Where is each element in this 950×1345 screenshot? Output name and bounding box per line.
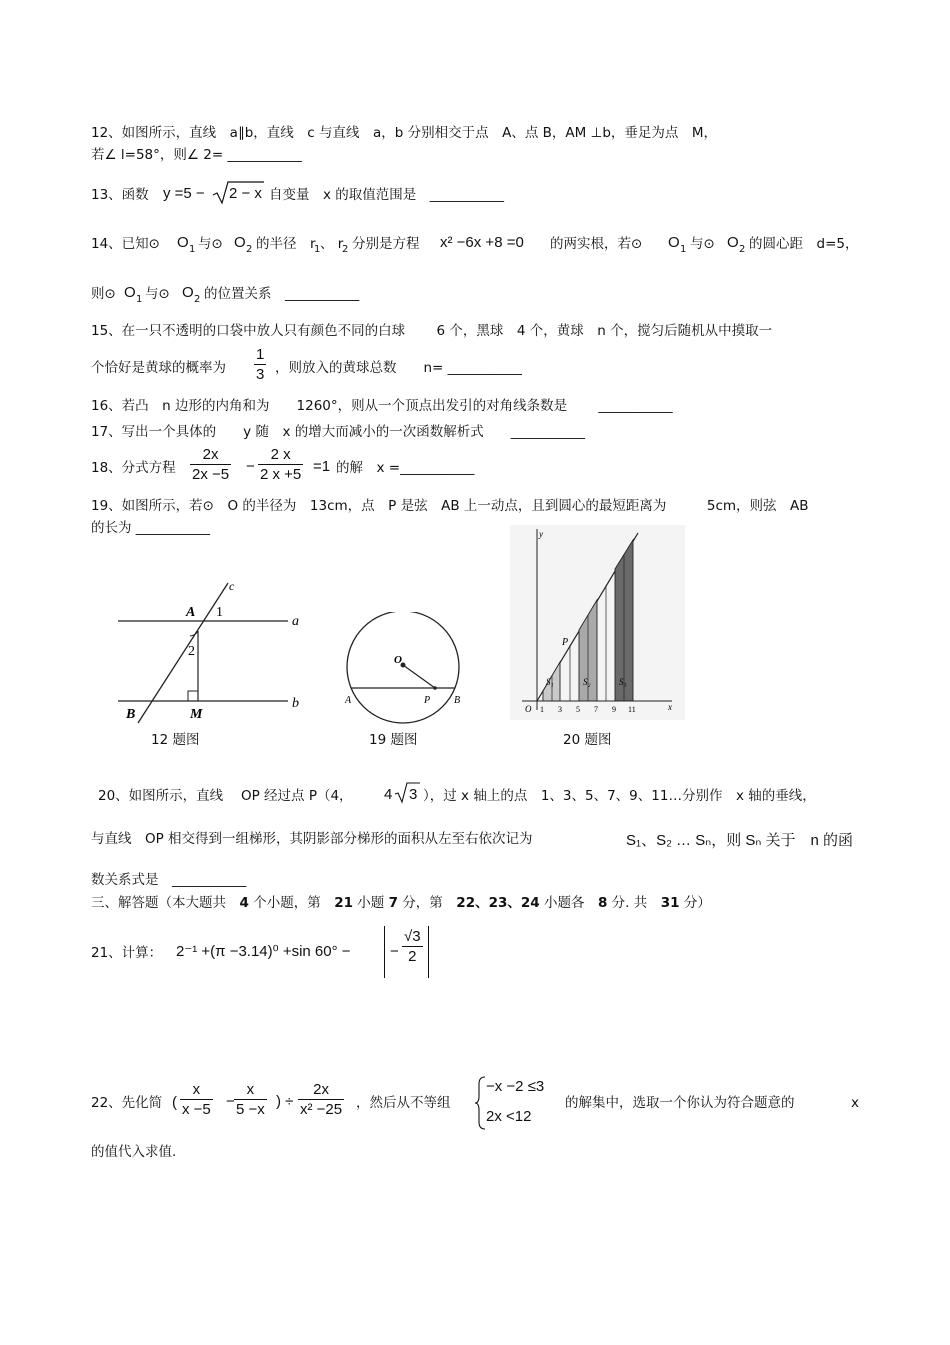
fig12-label-A: A bbox=[186, 605, 196, 620]
fig20-tick-7: 7 bbox=[594, 705, 598, 714]
q13-radicand: 2 − x bbox=[229, 185, 262, 202]
q20-line1-suffix: ），过 x 轴上的点 1、3、5、7、9、11…分别作 x 轴的垂线， bbox=[423, 788, 816, 804]
q15-fraction bbox=[254, 346, 266, 383]
figure-19 bbox=[338, 612, 473, 724]
section3-pre: 三、解答题（本大题共 bbox=[91, 895, 240, 911]
fig20-tick-1: 1 bbox=[540, 705, 544, 714]
section3-mid1: 个小题，第 bbox=[248, 895, 335, 911]
q15-frac-num: 1 bbox=[256, 346, 265, 363]
q17-text: 17、写出一个具体的 y 随 x 的增大而减小的一次函数解析式 ___________ bbox=[91, 424, 585, 440]
fig20-label-x: x bbox=[668, 702, 672, 712]
q15-line2-prefix: 个恰好是黄球的概率为 bbox=[91, 360, 226, 376]
q21-frac-num: √3 bbox=[404, 928, 421, 945]
q21-fraction bbox=[402, 928, 423, 965]
q14-prefix: 14、已知⊙ bbox=[91, 236, 160, 252]
fig20-label-S3: S₃ bbox=[619, 677, 627, 687]
q18-f1-den: 2x −5 bbox=[192, 466, 230, 483]
q14-o2b-sub: 2 bbox=[739, 244, 746, 255]
q14-o1c-letter: O bbox=[124, 284, 136, 301]
q20-line3: 数关系式是 ___________ bbox=[91, 872, 247, 888]
fig20-tick-11: 11 bbox=[628, 705, 636, 714]
q22-f1-den: x −5 bbox=[182, 1101, 211, 1118]
figure-12 bbox=[110, 575, 310, 725]
q14-o1-letter: O bbox=[177, 234, 189, 251]
section3-n4: 22、23、24 bbox=[456, 895, 540, 911]
q22-mid: ，然后从不等组 bbox=[356, 1095, 451, 1111]
fig19-label-B: B bbox=[454, 695, 461, 706]
q20-radicand: 3 bbox=[409, 786, 418, 803]
q18-fraction-1 bbox=[190, 446, 231, 483]
fig20-caption: 20 题图 bbox=[563, 732, 612, 748]
fig12-label-a: a bbox=[292, 614, 299, 629]
section3-n5: 8 bbox=[597, 895, 608, 911]
q14-o2-letter: O bbox=[234, 234, 246, 251]
fig20-label-O: O bbox=[525, 704, 532, 714]
q22-suffix: 的解集中，选取一个你认为符合题意的 bbox=[565, 1095, 795, 1111]
q14-line2-suffix: 的位置关系 ___________ bbox=[204, 286, 360, 302]
fig12-label-M: M bbox=[190, 707, 203, 722]
q14-equation: x² −6x +8 =0 bbox=[440, 234, 524, 251]
q14-o1b-sub: 1 bbox=[680, 244, 687, 255]
fig19-caption: 19 题图 bbox=[369, 732, 418, 748]
q18-f2-den: 2 x +5 bbox=[260, 466, 302, 483]
q15-line1: 15、在一只不透明的口袋中放人只有颜色不同的白球 6 个，黑球 4 个，黄球 n 个，搅匀后随机从中摸取一 bbox=[91, 323, 773, 339]
q22-inequality-1: −x −2 ≤3 bbox=[486, 1078, 545, 1095]
q21-prefix: 21、计算： bbox=[91, 945, 163, 961]
section3-mid4: 小题各 bbox=[539, 895, 598, 911]
figure-20 bbox=[510, 525, 685, 720]
fig19-label-O: O bbox=[394, 654, 402, 666]
fig20-label-P: P bbox=[562, 637, 569, 648]
q22-f3-num: 2x bbox=[298, 1081, 344, 1100]
fig20-label-S1: S₁ bbox=[546, 677, 554, 687]
q18-f2-num: 2 x bbox=[258, 446, 303, 465]
q18-equals: =1 bbox=[313, 458, 331, 475]
fig20-tick-5: 5 bbox=[576, 705, 580, 714]
q22-line2: 的值代入求值. bbox=[91, 1144, 177, 1160]
q14-line2-prefix: 则⊙ bbox=[91, 286, 116, 302]
q22-system-brace bbox=[474, 1076, 486, 1130]
q18-f1-num: 2x bbox=[190, 446, 231, 465]
q22-minus: − bbox=[226, 1093, 235, 1110]
q12-line1: 12、如图所示，直线 a∥b，直线 c 与直线 a，b 分别相交于点 A、点 B，AM ⊥b，垂足为点 M， bbox=[91, 125, 718, 141]
q21-abs-minus: − bbox=[390, 943, 399, 960]
q22-fraction-1 bbox=[180, 1081, 213, 1118]
q13-y-expr: y =5 − bbox=[163, 185, 205, 202]
fig19-label-P: P bbox=[424, 695, 431, 706]
q13-suffix: 自变量 x 的取值范围是 ___________ bbox=[269, 187, 505, 203]
fig12-label-1: 1 bbox=[216, 605, 223, 620]
q18-minus: − bbox=[246, 458, 255, 475]
q14-o1b-letter: O bbox=[668, 234, 680, 251]
q14-yu: 与⊙ bbox=[198, 236, 223, 252]
q15-line2-suffix: ，则放入的黄球总数 n= ___________ bbox=[275, 360, 522, 376]
fig12-label-c: c bbox=[229, 579, 235, 593]
q22-fraction-2 bbox=[234, 1081, 267, 1118]
q22-x: x bbox=[851, 1095, 859, 1111]
fig19-label-A: A bbox=[345, 695, 352, 706]
section3-n2: 21 bbox=[334, 895, 353, 911]
q22-fraction-3 bbox=[298, 1081, 344, 1118]
q21-abs-left-bar bbox=[384, 926, 385, 978]
section3-post: 分） bbox=[679, 895, 711, 911]
section3-n1: 4 bbox=[239, 895, 249, 911]
q14-o2c-letter: O bbox=[182, 284, 194, 301]
q18-prefix: 18、分式方程 bbox=[91, 460, 176, 476]
q14-r1-sub: 1 bbox=[314, 244, 321, 255]
q14-o1c-sub: 1 bbox=[136, 294, 143, 305]
q14-text4: 的圆心距 d=5， bbox=[749, 236, 859, 252]
q22-f2-den: 5 −x bbox=[236, 1101, 265, 1118]
q14-r2-sub: 2 bbox=[342, 244, 349, 255]
q15-frac-den: 3 bbox=[256, 366, 265, 383]
q22-div: ) ÷ bbox=[276, 1093, 294, 1110]
section3-mid3: 分，第 bbox=[398, 895, 457, 911]
q13-prefix: 13、函数 bbox=[91, 187, 149, 203]
q14-o1-sub: 1 bbox=[189, 244, 196, 255]
fig20-tick-9: 9 bbox=[612, 705, 616, 714]
fig12-label-b: b bbox=[292, 696, 299, 711]
section3-heading bbox=[91, 894, 711, 912]
q16-text: 16、若凸 n 边形的内角和为 1260°，则从一个顶点出发引的对角线条数是 ___________ bbox=[91, 398, 673, 414]
q19-line1: 19、如图所示，若⊙ O 的半径为 13cm，点 P 是弦 AB 上一动点，且到圆心的最短距离为 5cm，则弦 AB bbox=[91, 498, 809, 514]
section3-mid5: 分. 共 bbox=[607, 895, 661, 911]
fig12-label-B: B bbox=[126, 707, 136, 722]
q20-line2-right: S₁、S₂ … Sₙ，则 Sₙ 关于 n 的函 bbox=[626, 832, 854, 849]
q22-inequality-2: 2x <12 bbox=[486, 1108, 532, 1125]
q21-expression: 2⁻¹ +(π −3.14)⁰ +sin 60° − bbox=[176, 943, 351, 960]
q14-text1: 的半径 r bbox=[256, 236, 316, 252]
fig12-caption: 12 题图 bbox=[151, 732, 200, 748]
q22-lparen: ( bbox=[172, 1094, 177, 1111]
fig20-label-y: y bbox=[539, 529, 543, 539]
q14-sep: 、 r bbox=[320, 236, 344, 252]
q20-sqrt-coef: 4 bbox=[384, 786, 393, 803]
q14-yu-c: 与⊙ bbox=[145, 286, 170, 302]
q22-f3-den: x² −25 bbox=[300, 1101, 343, 1118]
q14-o2b-letter: O bbox=[727, 234, 739, 251]
section3-n6: 31 bbox=[660, 895, 680, 911]
q18-fraction-2 bbox=[258, 446, 303, 483]
q21-frac-den: 2 bbox=[408, 948, 417, 965]
fig20-label-S2: S₂ bbox=[583, 677, 591, 687]
q14-o2c-sub: 2 bbox=[194, 294, 201, 305]
q21-abs-right-bar bbox=[428, 926, 429, 978]
fig20-tick-3: 3 bbox=[558, 705, 562, 714]
q14-text2: 分别是方程 bbox=[352, 236, 420, 252]
q22-f1-num: x bbox=[180, 1081, 213, 1100]
q14-o2-sub: 2 bbox=[246, 244, 253, 255]
q22-prefix: 22、先化简 bbox=[91, 1095, 163, 1111]
q14-text3: 的两实根，若⊙ bbox=[550, 236, 643, 252]
fig12-label-2: 2 bbox=[188, 644, 195, 659]
q12-line2: 若∠ l=58°，则∠ 2= ___________ bbox=[91, 147, 302, 163]
q14-yu-b: 与⊙ bbox=[690, 236, 715, 252]
section3-mid2: 小题 bbox=[353, 895, 389, 911]
q22-f2-num: x bbox=[234, 1081, 267, 1100]
q19-line2: 的长为 ___________ bbox=[91, 520, 211, 536]
section3-n3: 7 bbox=[388, 895, 398, 911]
q20-line2: 与直线 OP 相交得到一组梯形，其阴影部分梯形的面积从左至右依次记为 bbox=[91, 831, 533, 847]
q18-suffix: 的解 x =___________ bbox=[336, 460, 475, 476]
q20-line1-prefix: 20、如图所示，直线 OP 经过点 P（4， bbox=[98, 788, 353, 804]
